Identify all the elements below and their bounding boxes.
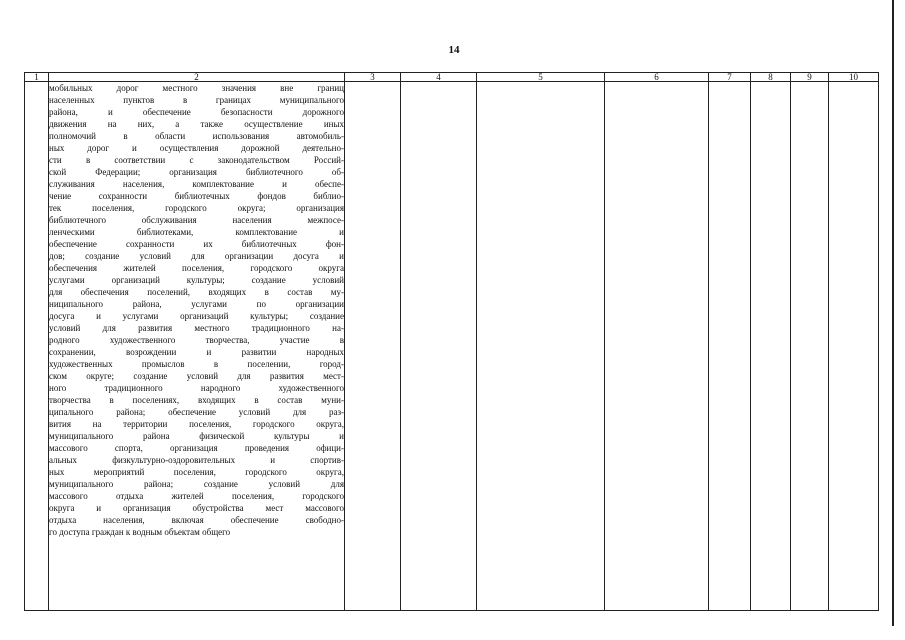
text-line: муниципального района физической культуры и (49, 431, 344, 441)
page-number: 14 (448, 44, 460, 56)
cell-col-10 (829, 82, 879, 611)
text-line: ных дорог и осуществления дорожной деятельно- (49, 143, 344, 153)
cell-col-6 (605, 82, 709, 611)
text-line: сти в соответствии с законодательством Россий- (49, 155, 344, 165)
text-line: для обеспечения поселений, входящих в состав му- (49, 287, 344, 297)
cell-col-8 (751, 82, 791, 611)
text-line: услугами организаций культуры; создание условий (49, 275, 344, 285)
text-line: ципального района; обеспечение условий для раз- (49, 407, 344, 417)
text-line: ных мероприятий поселения, городского округа, (49, 467, 344, 477)
text-line: отдыха населения, включая обеспечение свободно- (49, 515, 344, 525)
text-line: ниципального района, услугами по организации (49, 299, 344, 309)
text-line: ском округе; создание условий для развития мест- (49, 371, 344, 381)
text-line: го доступа граждан к водным объектам общего (49, 527, 231, 537)
text-line: массового спорта, организация проведения офици- (49, 443, 344, 453)
column-header-1: 1 (25, 73, 49, 82)
column-header-9: 9 (791, 73, 829, 82)
text-line: обеспечение сохранности их библиотечных фон- (49, 239, 344, 249)
text-line: тек поселения, городского округа; организация (49, 203, 344, 213)
text-line: дов; создание условий для организации досуга и (49, 251, 344, 261)
column-header-3: 3 (345, 73, 401, 82)
text-line: досуга и услугами организаций культуры; создание (49, 311, 344, 321)
column-header-10: 10 (829, 73, 879, 82)
column-header-8: 8 (751, 73, 791, 82)
text-line: условий для развития местного традиционного на- (49, 323, 344, 333)
text-line: района, и обеспечение безопасности дорожного (49, 107, 344, 117)
text-line: служивания населения, комплектование и обеспе- (49, 179, 344, 189)
text-line: движения на них, а также осуществление иных (49, 119, 344, 129)
text-line: округа и организация обустройства мест массового (49, 503, 344, 513)
column-header-4: 4 (401, 73, 477, 82)
text-line: чение сохранности библиотечных фондов библио- (49, 191, 344, 201)
cell-col-5 (477, 82, 605, 611)
column-header-5: 5 (477, 73, 605, 82)
text-line: творчества в поселениях, входящих в состав муни- (49, 395, 344, 405)
text-line: мобильных дорог местного значения вне границ (49, 83, 344, 93)
text-line: сохранении, возрождении и развитии народных (49, 347, 344, 357)
text-line: полномочий в области использования автомобиль- (49, 131, 344, 141)
cell-col-4 (401, 82, 477, 611)
text-line: обеспечения жителей поселения, городского округа (49, 263, 344, 273)
column-number-row (25, 73, 879, 82)
text-line: массового отдыха жителей поселения, городского (49, 491, 344, 501)
text-line: муниципального района; создание условий для (49, 479, 344, 489)
column-header-2: 2 (49, 73, 345, 82)
text-line: ного традиционного народного художественного (49, 383, 344, 393)
text-line: вития на территории поселения, городского округа, (49, 419, 344, 429)
table-row (25, 82, 879, 611)
text-line: населенных пунктов в границах муниципального (49, 95, 344, 105)
cell-col-3 (345, 82, 401, 611)
text-line: библиотечного обслуживания населения межпосе- (49, 215, 344, 225)
cell-col-2-text (49, 82, 345, 611)
text-line: ской Федерации; организация библиотечного об- (49, 167, 344, 177)
text-line: ленческими библиотеками, комплектование и (49, 227, 344, 237)
column-header-7: 7 (709, 73, 751, 82)
column-header-6: 6 (605, 73, 709, 82)
text-line: альных физкультурно-оздоровительных и спортив- (49, 455, 344, 465)
document-table (24, 72, 879, 611)
text-line: художественных промыслов в поселении, город- (49, 359, 344, 369)
text-line: родного художественного творчества, участие в (49, 335, 344, 345)
scan-edge-line (892, 0, 894, 626)
cell-col-7 (709, 82, 751, 611)
cell-col-9 (791, 82, 829, 611)
cell-col-1 (25, 82, 49, 611)
